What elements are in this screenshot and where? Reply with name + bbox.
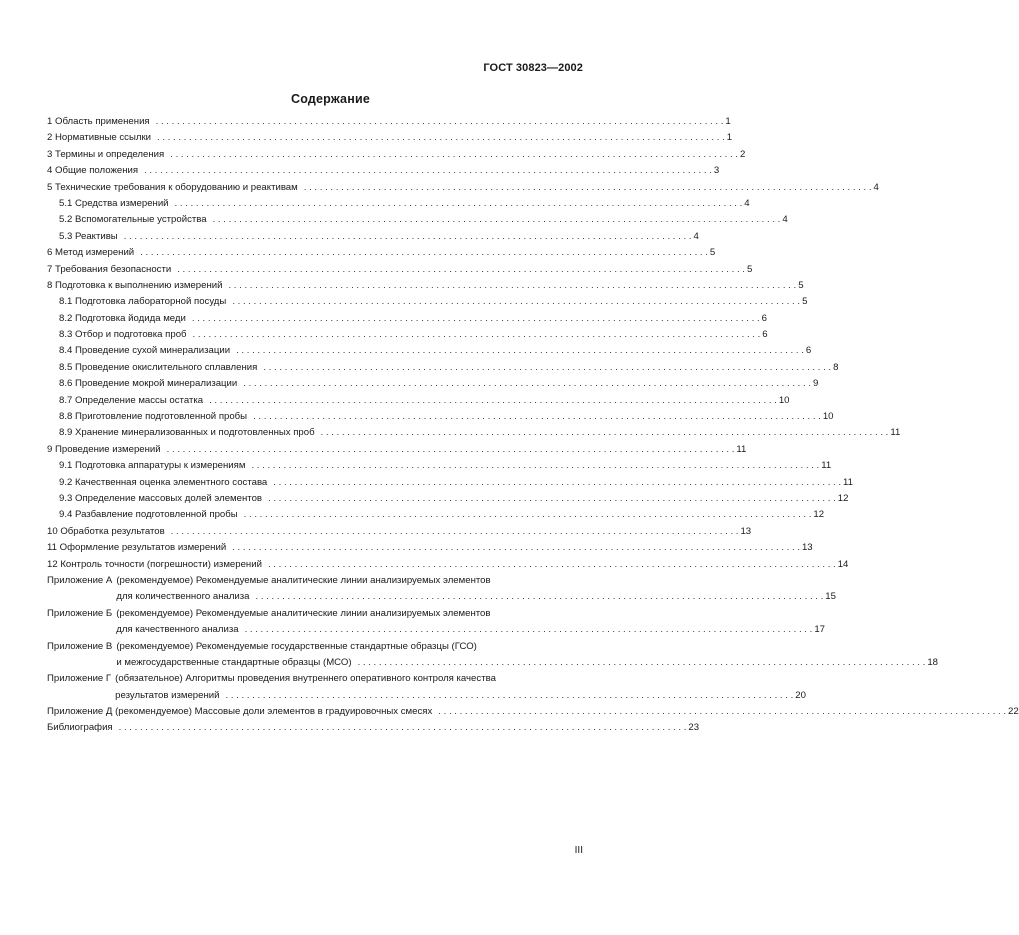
toc-entry-page: 12 <box>813 509 825 521</box>
appendix-title-line1: (рекомендуемое) Рекомендуемые аналитические линии анализируемых элементов <box>116 607 491 619</box>
dot-leader <box>119 720 687 736</box>
toc-entry[interactable] <box>47 262 753 278</box>
toc-entry-page: 5 <box>746 263 753 275</box>
toc-entry-label: 5.2 Вспомогательные устройства <box>59 214 207 226</box>
dot-leader <box>175 196 743 212</box>
toc-entry[interactable] <box>47 475 853 491</box>
dot-leader <box>245 622 813 638</box>
standard-code: ГОСТ 30823—2002 <box>483 62 583 74</box>
toc-entry-label: 8.1 Подготовка лабораторной посуды <box>59 296 227 308</box>
dot-leader <box>268 491 836 507</box>
toc-entry-label: 8.7 Определение массы остатка <box>59 394 204 406</box>
toc-entry-page: 6 <box>761 312 767 324</box>
toc-entry[interactable] <box>47 425 901 441</box>
dot-leader <box>209 393 777 409</box>
toc-entry[interactable] <box>47 540 813 556</box>
toc-entry-page: 15 <box>825 591 836 603</box>
toc-entry[interactable] <box>47 196 750 212</box>
dot-leader <box>140 245 708 261</box>
toc-entry-label: 8.5 Проведение окислительного сплавления <box>59 361 258 373</box>
toc-entry-page: 2 <box>739 148 746 160</box>
toc-entry-label: 9.2 Качественная оценка элементного состава <box>59 476 268 488</box>
toc-entry-page: 5 <box>709 247 716 259</box>
dot-leader <box>228 278 796 294</box>
toc-entry[interactable] <box>47 163 720 179</box>
appendix-prefix: Приложение Г <box>47 673 112 685</box>
toc-entry[interactable] <box>47 524 752 540</box>
toc-entry[interactable] <box>47 180 879 196</box>
page-number: III <box>574 845 583 856</box>
toc-entry-page: 4 <box>744 197 750 209</box>
toc-entry-page: 18 <box>927 656 938 668</box>
toc-entry-label: 4 Общие положения <box>47 165 139 177</box>
toc-appendices <box>47 573 938 704</box>
toc-entry-label: 8.4 Проведение сухой минерализации <box>59 345 231 357</box>
page-title: Содержание <box>290 92 370 106</box>
dot-leader <box>438 704 1006 720</box>
toc-entry-page: 4 <box>873 181 879 193</box>
dot-leader <box>243 376 811 392</box>
toc-entry-label: Приложение Д (рекомендуемое) Массовые доли элементов в градуировочных смесях <box>47 706 433 718</box>
appendix-title-line2: результатов измерений <box>115 689 220 701</box>
dot-leader <box>256 589 824 605</box>
toc-entry-label: 9.1 Подготовка аппаратуры к измерениям <box>59 460 246 472</box>
toc-entry[interactable] <box>47 442 747 458</box>
toc-appendix-entry[interactable] <box>47 606 825 639</box>
dot-leader <box>232 540 800 556</box>
toc-entry-page: 6 <box>762 329 768 341</box>
dot-leader <box>193 327 761 343</box>
dot-leader <box>263 360 831 376</box>
toc-entry[interactable] <box>47 704 1019 720</box>
toc-entry-label: Библиография <box>47 722 113 734</box>
dot-leader <box>268 557 836 573</box>
table-of-contents <box>47 114 1019 737</box>
toc-entry[interactable] <box>47 458 832 474</box>
toc-entry-page: 4 <box>782 214 788 226</box>
toc-entry-label: 8.3 Отбор и подготовка проб <box>59 329 187 341</box>
toc-entry[interactable] <box>47 376 819 392</box>
toc-entry-page: 6 <box>805 345 812 357</box>
dot-leader <box>192 311 760 327</box>
appendix-title-line1: (обязательное) Алгоритмы проведения внутреннего оперативного контроля качества <box>115 673 496 685</box>
dot-leader <box>171 524 739 540</box>
toc-entry-label: 1 Область применения <box>47 116 150 127</box>
toc-entry-page: 4 <box>693 230 699 242</box>
toc-entry-page: 12 <box>837 492 849 504</box>
dot-leader <box>156 114 724 130</box>
toc-entry[interactable] <box>47 557 849 573</box>
toc-entry-page: 11 <box>821 460 832 472</box>
toc-entry-page: 23 <box>688 722 700 734</box>
toc-entry-label: 12 Контроль точности (погрешности) измерений <box>47 558 262 570</box>
toc-entry[interactable] <box>47 212 788 228</box>
toc-entry-page: 10 <box>822 411 834 423</box>
toc-entry-label: 8.9 Хранение минерализованных и подготовленных проб <box>59 427 315 439</box>
dot-leader <box>321 425 889 441</box>
toc-entry[interactable] <box>47 311 767 327</box>
toc-entry[interactable] <box>47 245 716 261</box>
toc-entry-page: 11 <box>736 443 747 455</box>
dot-leader <box>358 655 926 671</box>
toc-entry-label: 9.3 Определение массовых долей элементов <box>59 492 262 504</box>
dot-leader <box>226 688 794 704</box>
toc-entry-page: 22 <box>1008 706 1019 718</box>
dot-leader <box>304 180 872 196</box>
toc-entry[interactable] <box>47 278 804 294</box>
toc-entry[interactable] <box>47 393 790 409</box>
dot-leader <box>273 475 841 491</box>
dot-leader <box>253 409 821 425</box>
appendix-title-line1: (рекомендуемое) Рекомендуемые государственные стандартные образцы (ГСО) <box>116 640 477 652</box>
toc-tail <box>47 704 1019 737</box>
toc-entry[interactable] <box>47 491 849 507</box>
toc-entry-page: 14 <box>837 558 849 570</box>
dot-leader <box>144 163 712 179</box>
dot-leader <box>177 262 745 278</box>
toc-entry-label: 8 Подготовка к выполнению измерений <box>47 279 223 291</box>
toc-entry-label: 5.3 Реактивы <box>59 230 118 242</box>
toc-entry-page: 20 <box>795 689 806 701</box>
toc-entry-page: 3 <box>713 165 720 177</box>
toc-entry[interactable] <box>47 114 731 130</box>
toc-entry-label: 8.8 Приготовление подготовленной пробы <box>59 411 248 423</box>
toc-entry[interactable] <box>47 409 834 425</box>
toc-entry-label: 7 Требования безопасности <box>47 263 172 275</box>
toc-entry-label: 2 Нормативные ссылки <box>47 132 152 144</box>
toc-entry-page: 11 <box>843 476 853 488</box>
dot-leader <box>232 294 800 310</box>
toc-entry-label: 8.2 Подготовка йодида меди <box>59 312 186 324</box>
toc-appendix-entry[interactable] <box>47 639 938 672</box>
toc-entry-label: 3 Термины и определения <box>47 148 165 160</box>
toc-sections <box>47 114 901 573</box>
toc-entry[interactable] <box>47 507 825 523</box>
toc-entry-page: 13 <box>740 525 752 537</box>
toc-entry-label: 11 Оформление результатов измерений <box>47 542 227 554</box>
toc-entry-page: 10 <box>778 394 790 406</box>
toc-entry[interactable] <box>47 147 746 163</box>
appendix-title-line2: для количественного анализа <box>116 591 250 603</box>
toc-entry[interactable] <box>47 343 812 359</box>
toc-entry-label: 10 Обработка результатов <box>47 525 165 537</box>
toc-entry[interactable] <box>47 294 808 310</box>
appendix-title-line2: для качественного анализа <box>116 624 239 636</box>
toc-entry[interactable] <box>47 720 700 736</box>
appendix-title-line1: (рекомендуемое) Рекомендуемые аналитические линии анализируемых элементов <box>116 574 491 586</box>
toc-entry-label: 5 Технические требования к оборудованию и реактивам <box>47 181 298 193</box>
toc-entry[interactable] <box>47 327 768 343</box>
dot-leader <box>157 130 725 146</box>
dot-leader <box>167 442 735 458</box>
toc-entry[interactable] <box>47 229 699 245</box>
toc-entry-label: 9 Проведение измерений <box>47 443 161 455</box>
toc-appendix-entry[interactable] <box>47 573 836 606</box>
toc-entry-page: 1 <box>725 116 731 127</box>
dot-leader <box>244 507 812 523</box>
toc-appendix-entry[interactable] <box>47 671 806 704</box>
appendix-prefix: Приложение Б <box>47 607 113 619</box>
toc-entry-page: 5 <box>802 296 808 308</box>
dot-leader <box>236 343 804 359</box>
toc-entry-label: 5.1 Средства измерений <box>59 197 169 209</box>
toc-entry[interactable] <box>47 360 839 376</box>
toc-entry-label: 6 Метод измерений <box>47 247 135 259</box>
toc-entry-page: 5 <box>798 279 804 291</box>
toc-entry-page: 11 <box>890 427 901 439</box>
toc-entry-label: 8.6 Проведение мокрой минерализации <box>59 378 238 390</box>
toc-entry-page: 13 <box>801 542 813 554</box>
appendix-prefix: Приложение В <box>47 640 113 652</box>
appendix-prefix: Приложение А <box>47 574 113 586</box>
dot-leader <box>251 458 819 474</box>
appendix-title-line2: и межгосударственные стандартные образцы (МСО) <box>116 656 352 668</box>
toc-entry-page: 9 <box>813 378 819 390</box>
toc-entry-page: 1 <box>726 132 733 144</box>
toc-entry-page: 8 <box>833 361 839 373</box>
dot-leader <box>124 229 692 245</box>
toc-entry-label: 9.4 Разбавление подготовленной пробы <box>59 509 238 521</box>
toc-entry-page: 17 <box>814 624 825 636</box>
dot-leader <box>213 212 781 228</box>
dot-leader <box>170 147 738 163</box>
toc-entry[interactable] <box>47 130 733 146</box>
